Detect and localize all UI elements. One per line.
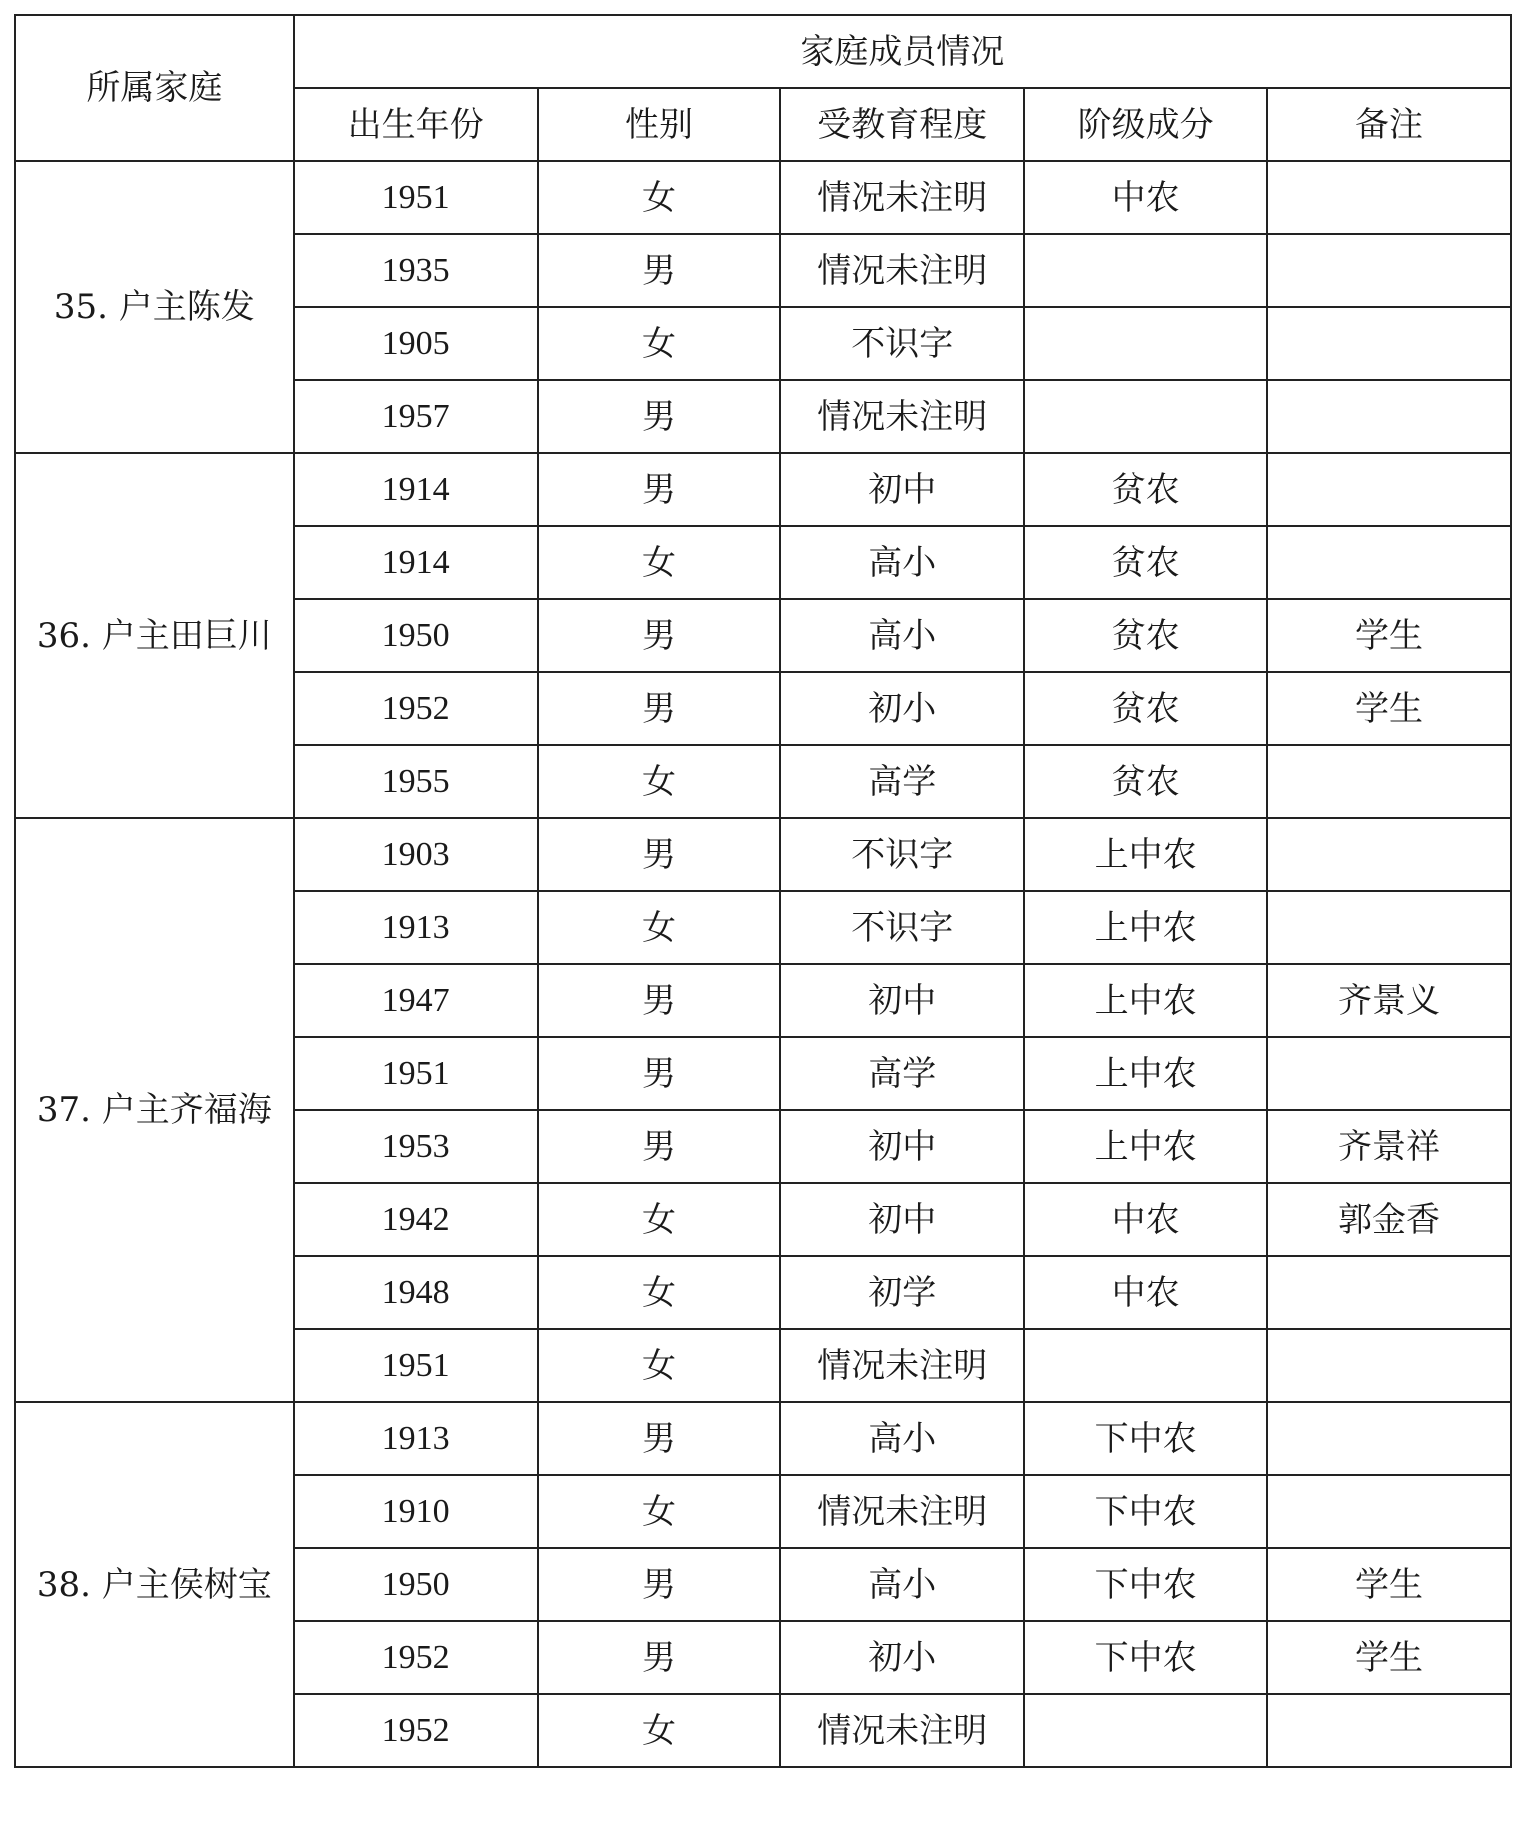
education-cell: 初中 [780, 453, 1024, 526]
birth-year-cell: 1913 [294, 1402, 538, 1475]
table-body [15, 15, 1511, 1767]
class-status-cell: 中农 [1024, 161, 1267, 234]
education-cell: 初中 [780, 1110, 1024, 1183]
birth-year-cell: 1952 [294, 1694, 538, 1767]
header-members-title: 家庭成员情况 [294, 15, 1511, 88]
remarks-cell: 学生 [1267, 1548, 1511, 1621]
gender-cell: 女 [538, 161, 781, 234]
class-status-cell [1024, 1694, 1267, 1767]
class-status-cell: 下中农 [1024, 1475, 1267, 1548]
remarks-cell [1267, 380, 1511, 453]
remarks-cell [1267, 526, 1511, 599]
remarks-cell [1267, 161, 1511, 234]
gender-cell: 男 [538, 380, 781, 453]
birth-year-cell: 1935 [294, 234, 538, 307]
remarks-cell [1267, 234, 1511, 307]
class-status-cell: 下中农 [1024, 1548, 1267, 1621]
header-row-top [15, 15, 1511, 88]
gender-cell: 女 [538, 1694, 781, 1767]
header-family: 所属家庭 [15, 15, 294, 161]
class-status-cell: 中农 [1024, 1183, 1267, 1256]
birth-year-cell: 1952 [294, 672, 538, 745]
table-row [15, 453, 1511, 526]
remarks-cell: 郭金香 [1267, 1183, 1511, 1256]
gender-cell: 男 [538, 1402, 781, 1475]
birth-year-cell: 1905 [294, 307, 538, 380]
birth-year-cell: 1950 [294, 1548, 538, 1621]
birth-year-cell: 1951 [294, 1329, 538, 1402]
education-cell: 初中 [780, 1183, 1024, 1256]
education-cell: 不识字 [780, 818, 1024, 891]
class-status-cell [1024, 1329, 1267, 1402]
class-status-cell: 上中农 [1024, 964, 1267, 1037]
remarks-cell [1267, 745, 1511, 818]
family-cell: 38. 户主侯树宝 [15, 1402, 294, 1767]
family-cell: 37. 户主齐福海 [15, 818, 294, 1402]
birth-year-cell: 1942 [294, 1183, 538, 1256]
education-cell: 情况未注明 [780, 1329, 1024, 1402]
birth-year-cell: 1955 [294, 745, 538, 818]
birth-year-cell: 1950 [294, 599, 538, 672]
education-cell: 情况未注明 [780, 1694, 1024, 1767]
gender-cell: 女 [538, 307, 781, 380]
education-cell: 情况未注明 [780, 380, 1024, 453]
class-status-cell: 上中农 [1024, 1037, 1267, 1110]
gender-cell: 男 [538, 1037, 781, 1110]
remarks-cell: 学生 [1267, 672, 1511, 745]
class-status-cell: 贫农 [1024, 526, 1267, 599]
header-col-class-status: 阶级成分 [1024, 88, 1267, 161]
gender-cell: 男 [538, 453, 781, 526]
gender-cell: 男 [538, 1548, 781, 1621]
birth-year-cell: 1948 [294, 1256, 538, 1329]
education-cell: 初中 [780, 964, 1024, 1037]
family-cell: 35. 户主陈发 [15, 161, 294, 453]
birth-year-cell: 1951 [294, 161, 538, 234]
birth-year-cell: 1957 [294, 380, 538, 453]
remarks-cell: 学生 [1267, 1621, 1511, 1694]
education-cell: 高学 [780, 1037, 1024, 1110]
gender-cell: 女 [538, 1256, 781, 1329]
remarks-cell [1267, 453, 1511, 526]
family-cell: 36. 户主田巨川 [15, 453, 294, 818]
class-status-cell: 贫农 [1024, 672, 1267, 745]
education-cell: 高小 [780, 526, 1024, 599]
class-status-cell [1024, 234, 1267, 307]
education-cell: 高小 [780, 599, 1024, 672]
birth-year-cell: 1914 [294, 526, 538, 599]
gender-cell: 男 [538, 234, 781, 307]
gender-cell: 女 [538, 1329, 781, 1402]
class-status-cell: 贫农 [1024, 453, 1267, 526]
gender-cell: 男 [538, 672, 781, 745]
birth-year-cell: 1903 [294, 818, 538, 891]
table-row [15, 1402, 1511, 1475]
gender-cell: 男 [538, 1621, 781, 1694]
household-members-table [14, 14, 1512, 1768]
gender-cell: 女 [538, 1475, 781, 1548]
remarks-cell [1267, 307, 1511, 380]
birth-year-cell: 1953 [294, 1110, 538, 1183]
remarks-cell: 齐景祥 [1267, 1110, 1511, 1183]
header-col-remarks: 备注 [1267, 88, 1511, 161]
education-cell: 初小 [780, 1621, 1024, 1694]
class-status-cell [1024, 380, 1267, 453]
birth-year-cell: 1951 [294, 1037, 538, 1110]
education-cell: 高学 [780, 745, 1024, 818]
class-status-cell: 下中农 [1024, 1402, 1267, 1475]
gender-cell: 男 [538, 1110, 781, 1183]
education-cell: 初小 [780, 672, 1024, 745]
class-status-cell: 贫农 [1024, 745, 1267, 818]
remarks-cell: 学生 [1267, 599, 1511, 672]
remarks-cell [1267, 1475, 1511, 1548]
table-row [15, 818, 1511, 891]
gender-cell: 男 [538, 818, 781, 891]
birth-year-cell: 1910 [294, 1475, 538, 1548]
remarks-cell [1267, 1256, 1511, 1329]
birth-year-cell: 1947 [294, 964, 538, 1037]
education-cell: 情况未注明 [780, 161, 1024, 234]
gender-cell: 女 [538, 891, 781, 964]
table-row [15, 161, 1511, 234]
class-status-cell: 贫农 [1024, 599, 1267, 672]
education-cell: 情况未注明 [780, 234, 1024, 307]
remarks-cell: 齐景义 [1267, 964, 1511, 1037]
remarks-cell [1267, 1694, 1511, 1767]
birth-year-cell: 1914 [294, 453, 538, 526]
remarks-cell [1267, 1402, 1511, 1475]
class-status-cell: 上中农 [1024, 891, 1267, 964]
header-col-birth-year: 出生年份 [294, 88, 538, 161]
remarks-cell [1267, 1329, 1511, 1402]
gender-cell: 女 [538, 526, 781, 599]
birth-year-cell: 1913 [294, 891, 538, 964]
gender-cell: 女 [538, 1183, 781, 1256]
remarks-cell [1267, 818, 1511, 891]
education-cell: 不识字 [780, 891, 1024, 964]
class-status-cell: 上中农 [1024, 818, 1267, 891]
class-status-cell [1024, 307, 1267, 380]
birth-year-cell: 1952 [294, 1621, 538, 1694]
education-cell: 初学 [780, 1256, 1024, 1329]
gender-cell: 男 [538, 599, 781, 672]
class-status-cell: 下中农 [1024, 1621, 1267, 1694]
class-status-cell: 中农 [1024, 1256, 1267, 1329]
gender-cell: 男 [538, 964, 781, 1037]
gender-cell: 女 [538, 745, 781, 818]
header-col-education: 受教育程度 [780, 88, 1024, 161]
remarks-cell [1267, 1037, 1511, 1110]
remarks-cell [1267, 891, 1511, 964]
education-cell: 高小 [780, 1402, 1024, 1475]
education-cell: 高小 [780, 1548, 1024, 1621]
education-cell: 不识字 [780, 307, 1024, 380]
header-col-gender: 性别 [538, 88, 781, 161]
education-cell: 情况未注明 [780, 1475, 1024, 1548]
class-status-cell: 上中农 [1024, 1110, 1267, 1183]
